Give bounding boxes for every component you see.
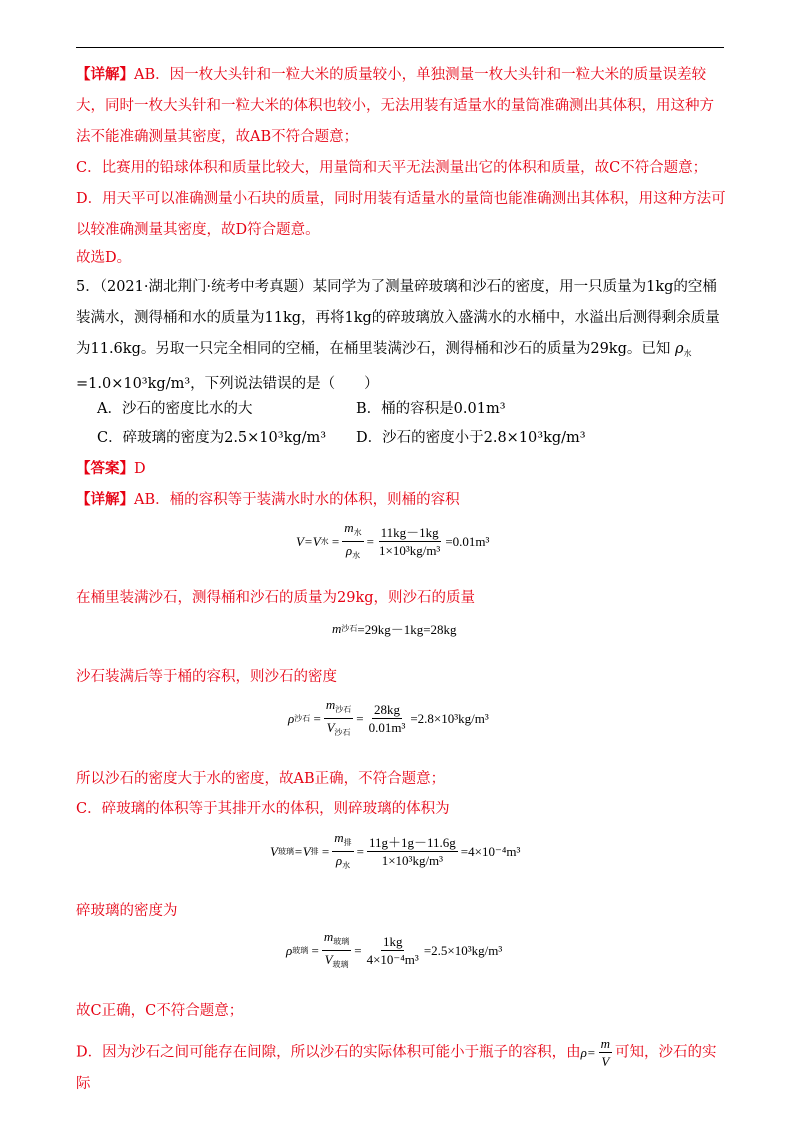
detail2-ab-intro-text: AB．桶的容积等于装满水时水的体积，则桶的容积 — [134, 492, 460, 508]
eq5-result: =2.5×10³kg/m³ — [423, 942, 503, 958]
eq1-den2: 1×10³kg/m³ — [378, 543, 441, 558]
header-rule — [76, 47, 724, 48]
eq5-frac1 — [322, 929, 351, 972]
c-intro: C．碎玻璃的体积等于其排开水的体积，则碎玻璃的体积为 — [76, 801, 450, 817]
equation-glass-volume: V 玻璃 =V 排 = $\frac{m_排}{\rho_水}$ = $\frac{11g+1g-11.6g}{\text{1×10³kg/m³}}$ =4×10⁻⁴m³ — [270, 830, 520, 873]
eq4-lhs: V — [270, 843, 278, 859]
d-formula-frac — [599, 1036, 612, 1069]
sand-mass-intro: 在桶里装满沙石，测得桶和沙石的质量为29kg，则沙石的质量 — [76, 590, 476, 606]
d-formula-num: m — [600, 1036, 611, 1051]
eq4-mid-sub: 排 — [310, 847, 319, 856]
sand-density-intro: 沙石装满后等于桶的容积，则沙石的密度 — [76, 669, 337, 685]
question-stem-part1: 某同学为了测量碎玻璃和沙石的密度，用一只质量为1kg的空桶装满水，测得桶和水的质量为11kg，再将1kg的碎玻璃放入盛满水的水桶中，水溢出后测得剩余质量为11.6kg。另取一只完全相同的空桶，在桶里装满沙石，测得桶和沙石的质量为29kg。已知 — [76, 279, 720, 357]
answer-value: D — [134, 461, 146, 477]
detail-ab-paragraph — [76, 59, 728, 153]
equation-glass-density: ρ 玻璃 = $\frac{m_{玻璃}}{V_{玻璃}}$ = $\frac{1kg}{\text{4×10⁻⁴m³}}$ =2.5×10³kg/m³ — [286, 929, 502, 972]
eq4-den-sub: 水 — [342, 861, 351, 870]
eq1-result: =0.01m³ — [445, 533, 490, 549]
eq2-rhs: =29kg－1kg=28kg — [357, 622, 457, 637]
d-formula-lhs: ρ= — [580, 1045, 596, 1060]
eq4-num: m — [334, 830, 344, 845]
eq5-lhs: ρ — [286, 942, 293, 958]
d-paragraph — [76, 1036, 728, 1100]
option-c: C．碎玻璃的密度为2.5×10³kg/m³ — [97, 430, 327, 446]
eq5-den: V — [324, 952, 333, 967]
eq1-num: m — [344, 520, 354, 535]
detail-c-text: C．比赛用的铅球体积和质量比较大，用量筒和天平无法测量出它的体积和质量，故C不符合题意； — [76, 160, 708, 176]
eq4-frac2 — [367, 835, 458, 868]
eq4-den2: 1×10³kg/m³ — [381, 853, 444, 868]
eq1-lhs: V=V — [296, 533, 321, 549]
eq3-num: m — [325, 697, 336, 712]
eq5-frac2 — [365, 934, 421, 967]
answer-line — [76, 453, 728, 485]
eq3-den: V — [326, 720, 335, 735]
eq3-lhs: ρ — [288, 710, 295, 726]
detail-tag: 【详解】 — [76, 66, 134, 83]
eq1-num2: 11kg－1kg — [380, 525, 439, 540]
detail-d-text: D．用天平可以准确测量小石块的质量，同时用装有适量水的量筒也能准确测出其体积，用这种方法可以较准确测量其密度，故D符合题意。 — [76, 191, 726, 238]
eq3-den-sub: 沙石 — [334, 728, 351, 737]
eq4-num-sub: 排 — [343, 838, 352, 847]
eq5-num: m — [323, 929, 334, 944]
detail2-ab-intro — [76, 484, 728, 516]
ab-conclusion: 所以沙石的密度大于水的密度，故AB正确，不符合题意； — [76, 771, 446, 787]
question-number: 5． — [76, 279, 100, 295]
eq1-frac1 — [342, 520, 363, 563]
eq2-lhs-sub: 沙石 — [341, 624, 358, 633]
eq4-mid: =V — [293, 843, 311, 859]
eq4-num2: 11g＋1g－11.6g — [369, 835, 456, 850]
d-density-formula — [581, 1036, 615, 1069]
rho-subscript: 水 — [683, 349, 692, 358]
eq3-result: =2.8×10³kg/m³ — [410, 710, 489, 726]
question-5-stem — [76, 272, 728, 400]
c-conclusion: 故C正确，C不符合题意； — [76, 1003, 244, 1019]
eq5-lhs-sub: 玻璃 — [292, 946, 309, 955]
eq3-den2: 0.01m³ — [368, 720, 406, 735]
eq3-num2: 28kg — [373, 702, 400, 717]
eq1-den-sub: 水 — [352, 551, 361, 560]
question-stem-part2: =1.0×10³kg/m³，下列说法错误的是（ ） — [76, 376, 379, 392]
detail-ab-text: AB．因一枚大头针和一粒大米的质量较小，单独测量一枚大头针和一粒大米的质量误差较大，同时一枚大头针和一粒大米的体积也较小，无法用装有适量水的量筒准确测出其体积，用这种方法不能准确测量其密度，故AB不符合题意； — [76, 67, 714, 145]
equation-sand-density: ρ 沙石 = $\frac{m_{沙石}}{V_{沙石}}$ = $\frac{28kg}{\text{0.01m³}}$ =2.8×10³kg/m³ — [288, 697, 489, 740]
eq4-lhs-sub: 玻璃 — [277, 847, 294, 856]
eq4-den: ρ — [335, 853, 343, 868]
option-a: A．沙石的密度比水的大 — [97, 401, 253, 417]
rho-symbol: ρ — [674, 341, 684, 357]
d-text-1: D．因为沙石之间可能存在间隙，所以沙石的实际体积可能小于瓶子的容积，由 — [76, 1044, 581, 1061]
eq3-num-sub: 沙石 — [335, 705, 352, 714]
equation-sand-mass — [332, 619, 457, 638]
detail2-tag: 【详解】 — [76, 491, 134, 508]
eq1-num-sub: 水 — [353, 528, 362, 537]
answer-tag: 【答案】 — [76, 460, 134, 477]
glass-density-intro: 碎玻璃的密度为 — [76, 903, 178, 919]
eq3-frac2 — [367, 702, 408, 735]
d-formula-den: V — [601, 1054, 610, 1069]
option-b: B．桶的容积是0.01m³ — [356, 401, 506, 417]
eq2-lhs: m — [332, 620, 342, 636]
detail-choice: 故选D。 — [76, 250, 132, 266]
eq1-frac2 — [377, 525, 442, 558]
eq3-frac1 — [324, 697, 353, 740]
eq5-num-sub: 玻璃 — [333, 937, 350, 946]
eq3-lhs-sub: 沙石 — [294, 714, 311, 723]
question-source: （2021·湖北荆门·统考中考真题） — [99, 279, 313, 295]
equation-bucket-volume: V=V 水 = $\frac{m_水}{\rho_水}$ = $\frac{11kg-1kg}{\text{1×10³kg/m³}}$ =0.01m³ — [296, 520, 489, 563]
eq1-lhs-sub: 水 — [320, 537, 329, 546]
d-text-2: 可知，沙石的实际 — [76, 1044, 717, 1092]
eq1-den: ρ — [345, 543, 353, 558]
eq5-den-sub: 玻璃 — [332, 960, 349, 969]
option-d: D．沙石的密度小于2.8×10³kg/m³ — [356, 430, 586, 446]
eq5-num2: 1kg — [382, 934, 403, 949]
eq4-result: =4×10⁻⁴m³ — [460, 843, 521, 859]
eq5-den2: 4×10⁻⁴m³ — [366, 952, 419, 967]
eq4-frac1 — [332, 830, 353, 873]
